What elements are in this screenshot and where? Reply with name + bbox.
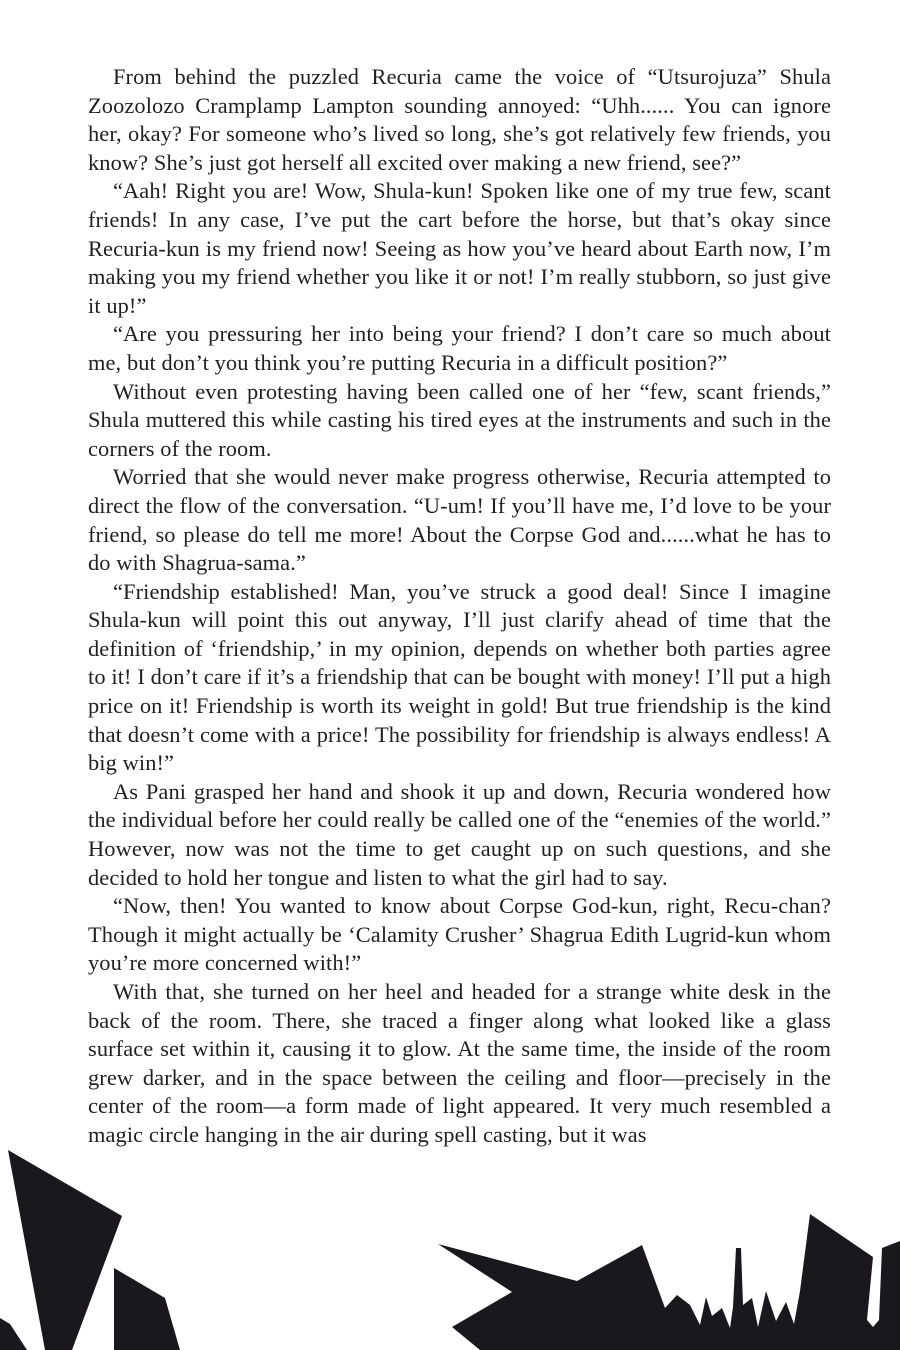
paragraph: “Now, then! You wanted to know about Corpse God-kun, right, Recu-chan? Though it might actually be ‘Calamity Crusher’ Shagrua Edith Lugrid-kun whom you’re more concerned with!” — [88, 893, 831, 976]
paragraph: “Are you pressuring her into being your friend? I don’t care so much about me, but don’t you think you’re putting Recuria in a difficult position?” — [88, 321, 831, 375]
paragraph: With that, she turned on her heel and headed for a strange white desk in the back of the room. There, she traced a finger along what looked like a glass surface set within it, causing it to glow. At the same time, the inside of the room grew darker, and in the space between the ceiling and floor—precisely in the center of the room—a form made of light appeared. It very much resembled a magic circle hanging in the air during spell casting, but it was — [88, 979, 831, 1147]
paragraph: Worried that she would never make progress otherwise, Recuria attempted to direct the flow of the conversation. “U-um! If you’ll have me, I’d love to be your friend, so please do tell me more! About the Corpse God and......what he has to do with Shagrua-sama.” — [88, 464, 831, 576]
debris-corner-piece — [0, 1318, 27, 1350]
paragraph: As Pani grasped her hand and shook it up and down, Recuria wondered how the individual before her could really be called one of the “enemies of the world.” However, now was not the time to get caught up on such questions, and she decided to hold her tongue and listen to what the girl had to say. — [88, 778, 831, 890]
paragraph: Without even protesting having been called one of her “few, scant friends,” Shula muttered this while casting his tired eyes at the instruments and such in the corners of the room. — [88, 378, 831, 461]
paragraph: From behind the puzzled Recuria came the voice of “Utsurojuza” Shula Zoozolozo Cramplamp Lampton sounding annoyed: “Uhh...... You can ignore her, okay? For someone who’s lived so long, she’s got relatively few friends, you know? She’s just got herself all excited over making a new friend, see?” — [88, 64, 831, 175]
debris-shard-left-large — [8, 1150, 122, 1350]
body-text — [88, 63, 831, 1150]
debris-shard-left-small — [114, 1268, 180, 1350]
paragraph: “Friendship established! Man, you’ve struck a good deal! Since I imagine Shula-kun will point this out anyway, I’ll just clarify ahead of time that the definition of ‘friendship,’ in my opinion, depends on whether both parties agree to it! I don’t care if it’s a friendship that can be bought with money! I’ll put a high price on it! Friendship is worth its weight in gold! But true friendship is the kind that doesn’t come with a price! The possibility for friendship is always endless! A big win!” — [88, 578, 831, 776]
paragraph: “Aah! Right you are! Wow, Shula-kun! Spoken like one of my true few, scant friends! In any case, I’ve put the cart before the horse, but that’s okay since Recuria-kun is my friend now! Seeing as how you’ve heard about Earth now, I’m making you my friend whether you like it or not! I’m really stubborn, so just give it up!” — [88, 178, 831, 318]
debris-mass-right — [438, 1214, 900, 1350]
